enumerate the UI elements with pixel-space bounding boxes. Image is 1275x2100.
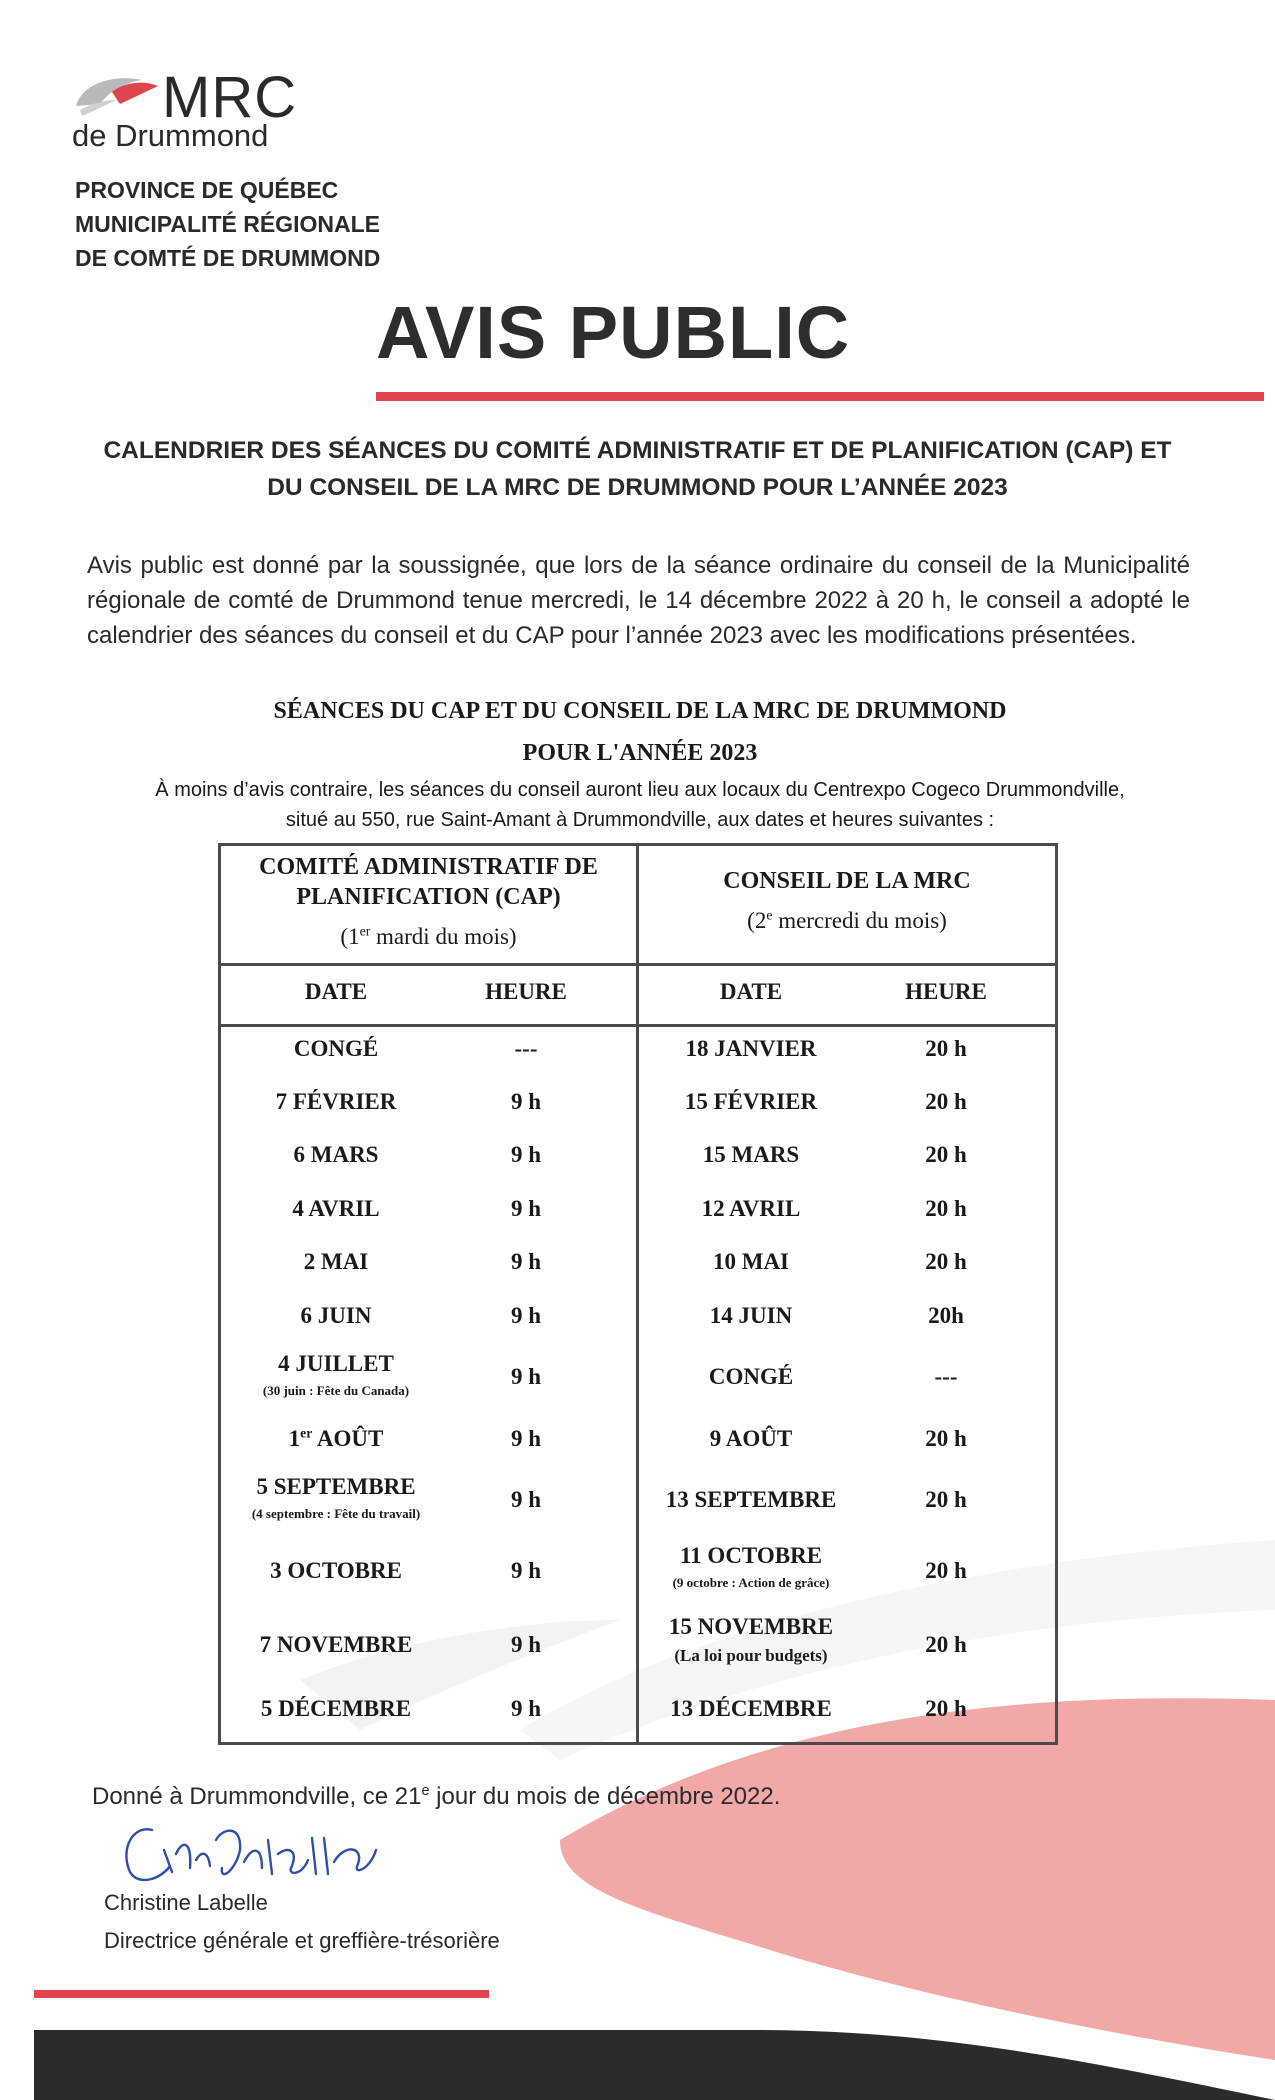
logo-subtitle: de Drummond — [72, 118, 269, 153]
logo-brand: MRC — [162, 65, 298, 130]
mrc-time-cell: 20h — [928, 1303, 964, 1328]
title-underline — [376, 392, 1264, 401]
cap-date-cell: 5 DÉCEMBRE — [260, 1696, 412, 1721]
cap-time-cell: 9 h — [510, 1696, 542, 1721]
cap-date-cell: 2 MAI — [303, 1249, 369, 1274]
mrc-time-cell: 20 h — [925, 1558, 967, 1583]
province-line: MUNICIPALITÉ RÉGIONALE — [75, 211, 380, 237]
signoff-line — [92, 1783, 780, 1811]
conseil-frequency — [639, 906, 1055, 936]
mrc-date-text: 11 OCTOBRE — [679, 1543, 823, 1568]
calendar-heading — [80, 432, 1195, 506]
column-divider — [636, 846, 639, 1742]
footer-red-rule — [34, 1990, 489, 1998]
cap-date-cell: 7 FÉVRIER — [275, 1089, 397, 1114]
cap-frequency-rest: mardi du mois) — [370, 924, 517, 949]
mrc-date-cell — [651, 1614, 851, 1666]
mrc-time-cell: 20 h — [925, 1142, 967, 1167]
cap-date-text: 5 SEPTEMBRE — [256, 1474, 416, 1499]
mrc-date-cell: 10 MAI — [712, 1249, 790, 1274]
mrc-time-cell: 20 h — [925, 1036, 967, 1061]
cap-title-line: PLANIFICATION (CAP) — [296, 884, 561, 910]
cap-date-cell: 6 JUIN — [300, 1303, 372, 1328]
mrc-time-cell: 20 h — [925, 1632, 967, 1657]
schedule-table — [218, 843, 1058, 1745]
conseil-column-header — [639, 846, 1055, 966]
mrc-time-cell: 20 h — [925, 1696, 967, 1721]
signoff-sup: e — [421, 1783, 430, 1799]
signoff-text: Donné à Drummondville, ce 21 — [92, 1783, 422, 1810]
mrc-time-cell: 20 h — [925, 1487, 967, 1512]
cap-date-cell: 4 AVRIL — [292, 1196, 380, 1221]
mrc-budget-note: (La loi pour budgets) — [674, 1646, 828, 1665]
handwritten-signature — [112, 1810, 382, 1890]
cap-frequency-num: (1 — [340, 924, 360, 949]
mrc-date-cell: 12 AVRIL — [701, 1196, 801, 1221]
cap-title-line: COMITÉ ADMINISTRATIF DE — [259, 854, 598, 880]
note-line: À moins d’avis contraire, les séances du conseil auront lieu aux locaux du Centrexpo Cogeco Drummondville, — [155, 779, 1125, 801]
cap-date-label: DATE — [304, 979, 368, 1004]
mrc-date-cell: 18 JANVIER — [685, 1036, 817, 1061]
cap-holiday-note: (30 juin : Fête du Canada) — [262, 1383, 410, 1398]
signer-title: Directrice générale et greffière-trésorière — [104, 1928, 500, 1953]
cap-date-cell: 3 OCTOBRE — [270, 1558, 402, 1583]
cap-time-cell: 9 h — [510, 1303, 542, 1328]
cap-time-cell: 9 h — [510, 1364, 542, 1389]
mrc-time-cell: 20 h — [925, 1089, 967, 1114]
cap-date-cell — [241, 1426, 431, 1452]
signer-name: Christine Labelle — [104, 1890, 268, 1915]
province-line: DE COMTÉ DE DRUMMOND — [75, 245, 381, 271]
mrc-date-text: 15 NOVEMBRE — [668, 1614, 834, 1639]
cap-time-cell: --- — [514, 1036, 538, 1061]
mrc-date-cell: 14 JUIN — [709, 1303, 793, 1328]
mrc-date-cell: 15 FÉVRIER — [684, 1089, 818, 1114]
cap-date-cell: CONGÉ — [293, 1036, 379, 1061]
conseil-heure-label: HEURE — [905, 979, 987, 1004]
mrc-date-cell: 13 DÉCEMBRE — [670, 1696, 832, 1721]
cap-time-cell: 9 h — [510, 1089, 542, 1114]
cap-column-header — [221, 846, 636, 966]
conseil-title: CONSEIL DE LA MRC — [723, 868, 971, 894]
cap-date-cell — [241, 1351, 431, 1399]
page-title: AVIS PUBLIC — [376, 291, 851, 374]
mrc-time-cell: 20 h — [925, 1426, 967, 1451]
conseil-frequency-sup: e — [766, 907, 773, 923]
logo-mark-icon — [72, 70, 162, 120]
heading-line: CALENDRIER DES SÉANCES DU COMITÉ ADMINISTRATIF ET DE PLANIFICATION (CAP) ET — [103, 437, 1172, 464]
mrc-time-cell: --- — [934, 1364, 958, 1389]
mrc-date-cell — [651, 1543, 851, 1591]
footer-dark-band — [34, 2030, 1275, 2100]
conseil-frequency-rest: mercredi du mois) — [772, 908, 947, 933]
cap-time-cell: 9 h — [510, 1426, 542, 1451]
cap-time-cell: 9 h — [510, 1249, 542, 1274]
cap-date-cell: 7 NOVEMBRE — [259, 1632, 413, 1657]
cap-holiday-note: (4 septembre : Fête du travail) — [251, 1506, 421, 1521]
cap-heure-label: HEURE — [485, 979, 567, 1004]
conseil-frequency-num: (2 — [747, 908, 767, 933]
cap-time-cell: 9 h — [510, 1558, 542, 1583]
subheading-line: POUR L'ANNÉE 2023 — [522, 740, 758, 766]
province-line: PROVINCE DE QUÉBEC — [75, 177, 339, 203]
location-note — [100, 775, 1180, 835]
schedule-subheading — [120, 690, 1160, 774]
cap-frequency-sup: er — [359, 923, 371, 939]
cap-time-cell: 9 h — [510, 1487, 542, 1512]
subheading-line: SÉANCES DU CAP ET DU CONSEIL DE LA MRC DE DRUMMOND — [273, 698, 1007, 724]
note-line: situé au 550, rue Saint-Amant à Drummondville, aux dates et heures suivantes : — [285, 809, 995, 831]
mrc-date-cell: 13 SEPTEMBRE — [665, 1487, 837, 1512]
province-block — [75, 173, 380, 275]
cap-time-cell: 9 h — [510, 1142, 542, 1167]
cap-date-cell: 6 MARS — [293, 1142, 379, 1167]
mrc-time-cell: 20 h — [925, 1249, 967, 1274]
cap-frequency — [221, 922, 636, 952]
mrc-date-cell: 9 AOÛT — [709, 1426, 793, 1451]
mrc-time-cell: 20 h — [925, 1196, 967, 1221]
intro-paragraph: Avis public est donné par la soussignée, que lors de la séance ordinaire du conseil de la Municipalité régionale de comté de Drummond tenue mercredi, le 14 décembre 2022 à 20 h, le conseil a adopté le calendrier des séances du conseil et du CAP pour l’année 2023 avec les modifications présentées. — [87, 552, 1190, 649]
signoff-text-end: jour du mois de décembre 2022. — [429, 1783, 781, 1810]
heading-line: DU CONSEIL DE LA MRC DE DRUMMOND POUR L’ANNÉE 2023 — [267, 474, 1008, 501]
cap-date-num: 1 — [288, 1426, 301, 1451]
mrc-date-cell: 15 MARS — [702, 1142, 800, 1167]
cap-time-cell: 9 h — [510, 1196, 542, 1221]
cap-date-rest: AOÛT — [312, 1426, 384, 1451]
conseil-date-label: DATE — [719, 979, 783, 1004]
mrc-logo — [72, 65, 312, 153]
cap-time-cell: 9 h — [510, 1632, 542, 1657]
mrc-holiday-note: (9 octobre : Action de grâce) — [672, 1575, 830, 1590]
cap-date-sup: er — [300, 1425, 313, 1441]
label-divider — [221, 1024, 1055, 1027]
mrc-date-cell: CONGÉ — [708, 1364, 794, 1389]
cap-date-cell — [241, 1474, 431, 1522]
cap-date-text: 4 JUILLET — [278, 1351, 394, 1376]
